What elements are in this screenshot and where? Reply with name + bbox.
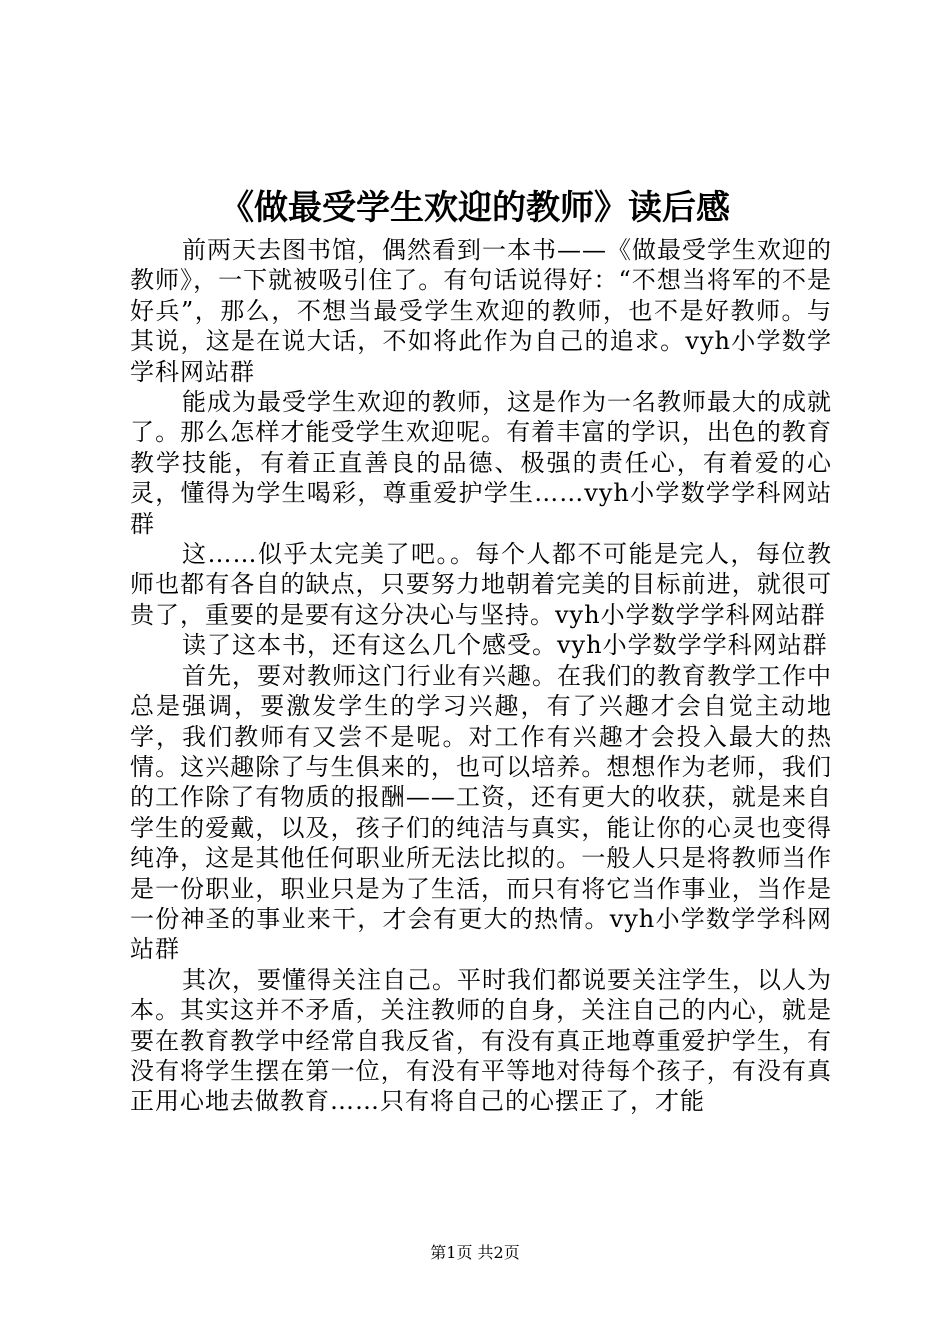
paragraph-5: 首先，要对教师这门行业有兴趣。在我们的教育教学工作中总是强调，要激发学生的学习兴趣，有了兴趣才会自觉主动地学，我们教师有又尝不是呢。对工作有兴趣才会投入最大的热情。这兴趣除了与生俱来的，也可以培养。想想作为老师，我们的工作除了有物质的报酬——工资，还有更大的收获，就是来自学生的爱戴，以及，孩子们的纯洁与真实，能让你的心灵也变得纯净，这是其他任何职业所无法比拟的。一般人只是将教师当作是一份职业，职业只是为了生活，而只有将它当作事业，当作是一份神圣的事业来干，才会有更大的热情。vyh小学数学学科网站群 (130, 661, 832, 964)
page-number-footer: 第1页 共2页 (430, 1243, 520, 1262)
paragraph-2: 能成为最受学生欢迎的教师，这是作为一名教师最大的成就了。那么怎样才能受学生欢迎呢。有着丰富的学识，出色的教育教学技能，有着正直善良的品德、极强的责任心，有着爱的心灵，懂得为学生喝彩，尊重爱护学生……vyh小学数学学科网站群 (130, 388, 832, 538)
paragraph-1: 前两天去图书馆，偶然看到一本书——《做最受学生欢迎的教师》，一下就被吸引住了。有句话说得好：“不想当将军的不是好兵”，那么，不想当最受学生欢迎的教师，也不是好教师。与其说，这是在说大话，不如将此作为自己的追求。vyh小学数学学科网站群 (130, 236, 832, 386)
paragraph-4: 读了这本书，还有这么几个感受。vyh小学数学学科网站群 (182, 631, 828, 660)
document-body (130, 235, 832, 1117)
paragraph-6: 其次，要懂得关注自己。平时我们都说要关注学生，以人为本。其实这并不矛盾，关注教师的自身，关注自己的内心，就是要在教育教学中经常自我反省，有没有真正地尊重爱护学生，有没有将学生摆在第一位，有没有平等地对待每个孩子，有没有真正用心地去做教育……只有将自己的心摆正了，才能 (130, 965, 832, 1116)
document-title: 《做最受学生欢迎的教师》读后感 (220, 188, 730, 228)
paragraph-3: 这……似乎太完美了吧。。每个人都不可能是完人，每位教师也都有各自的缺点，只要努力地朝着完美的目标前进，就很可贵了，重要的是要有这分决心与坚持。vyh小学数学学科网站群 (130, 540, 832, 629)
